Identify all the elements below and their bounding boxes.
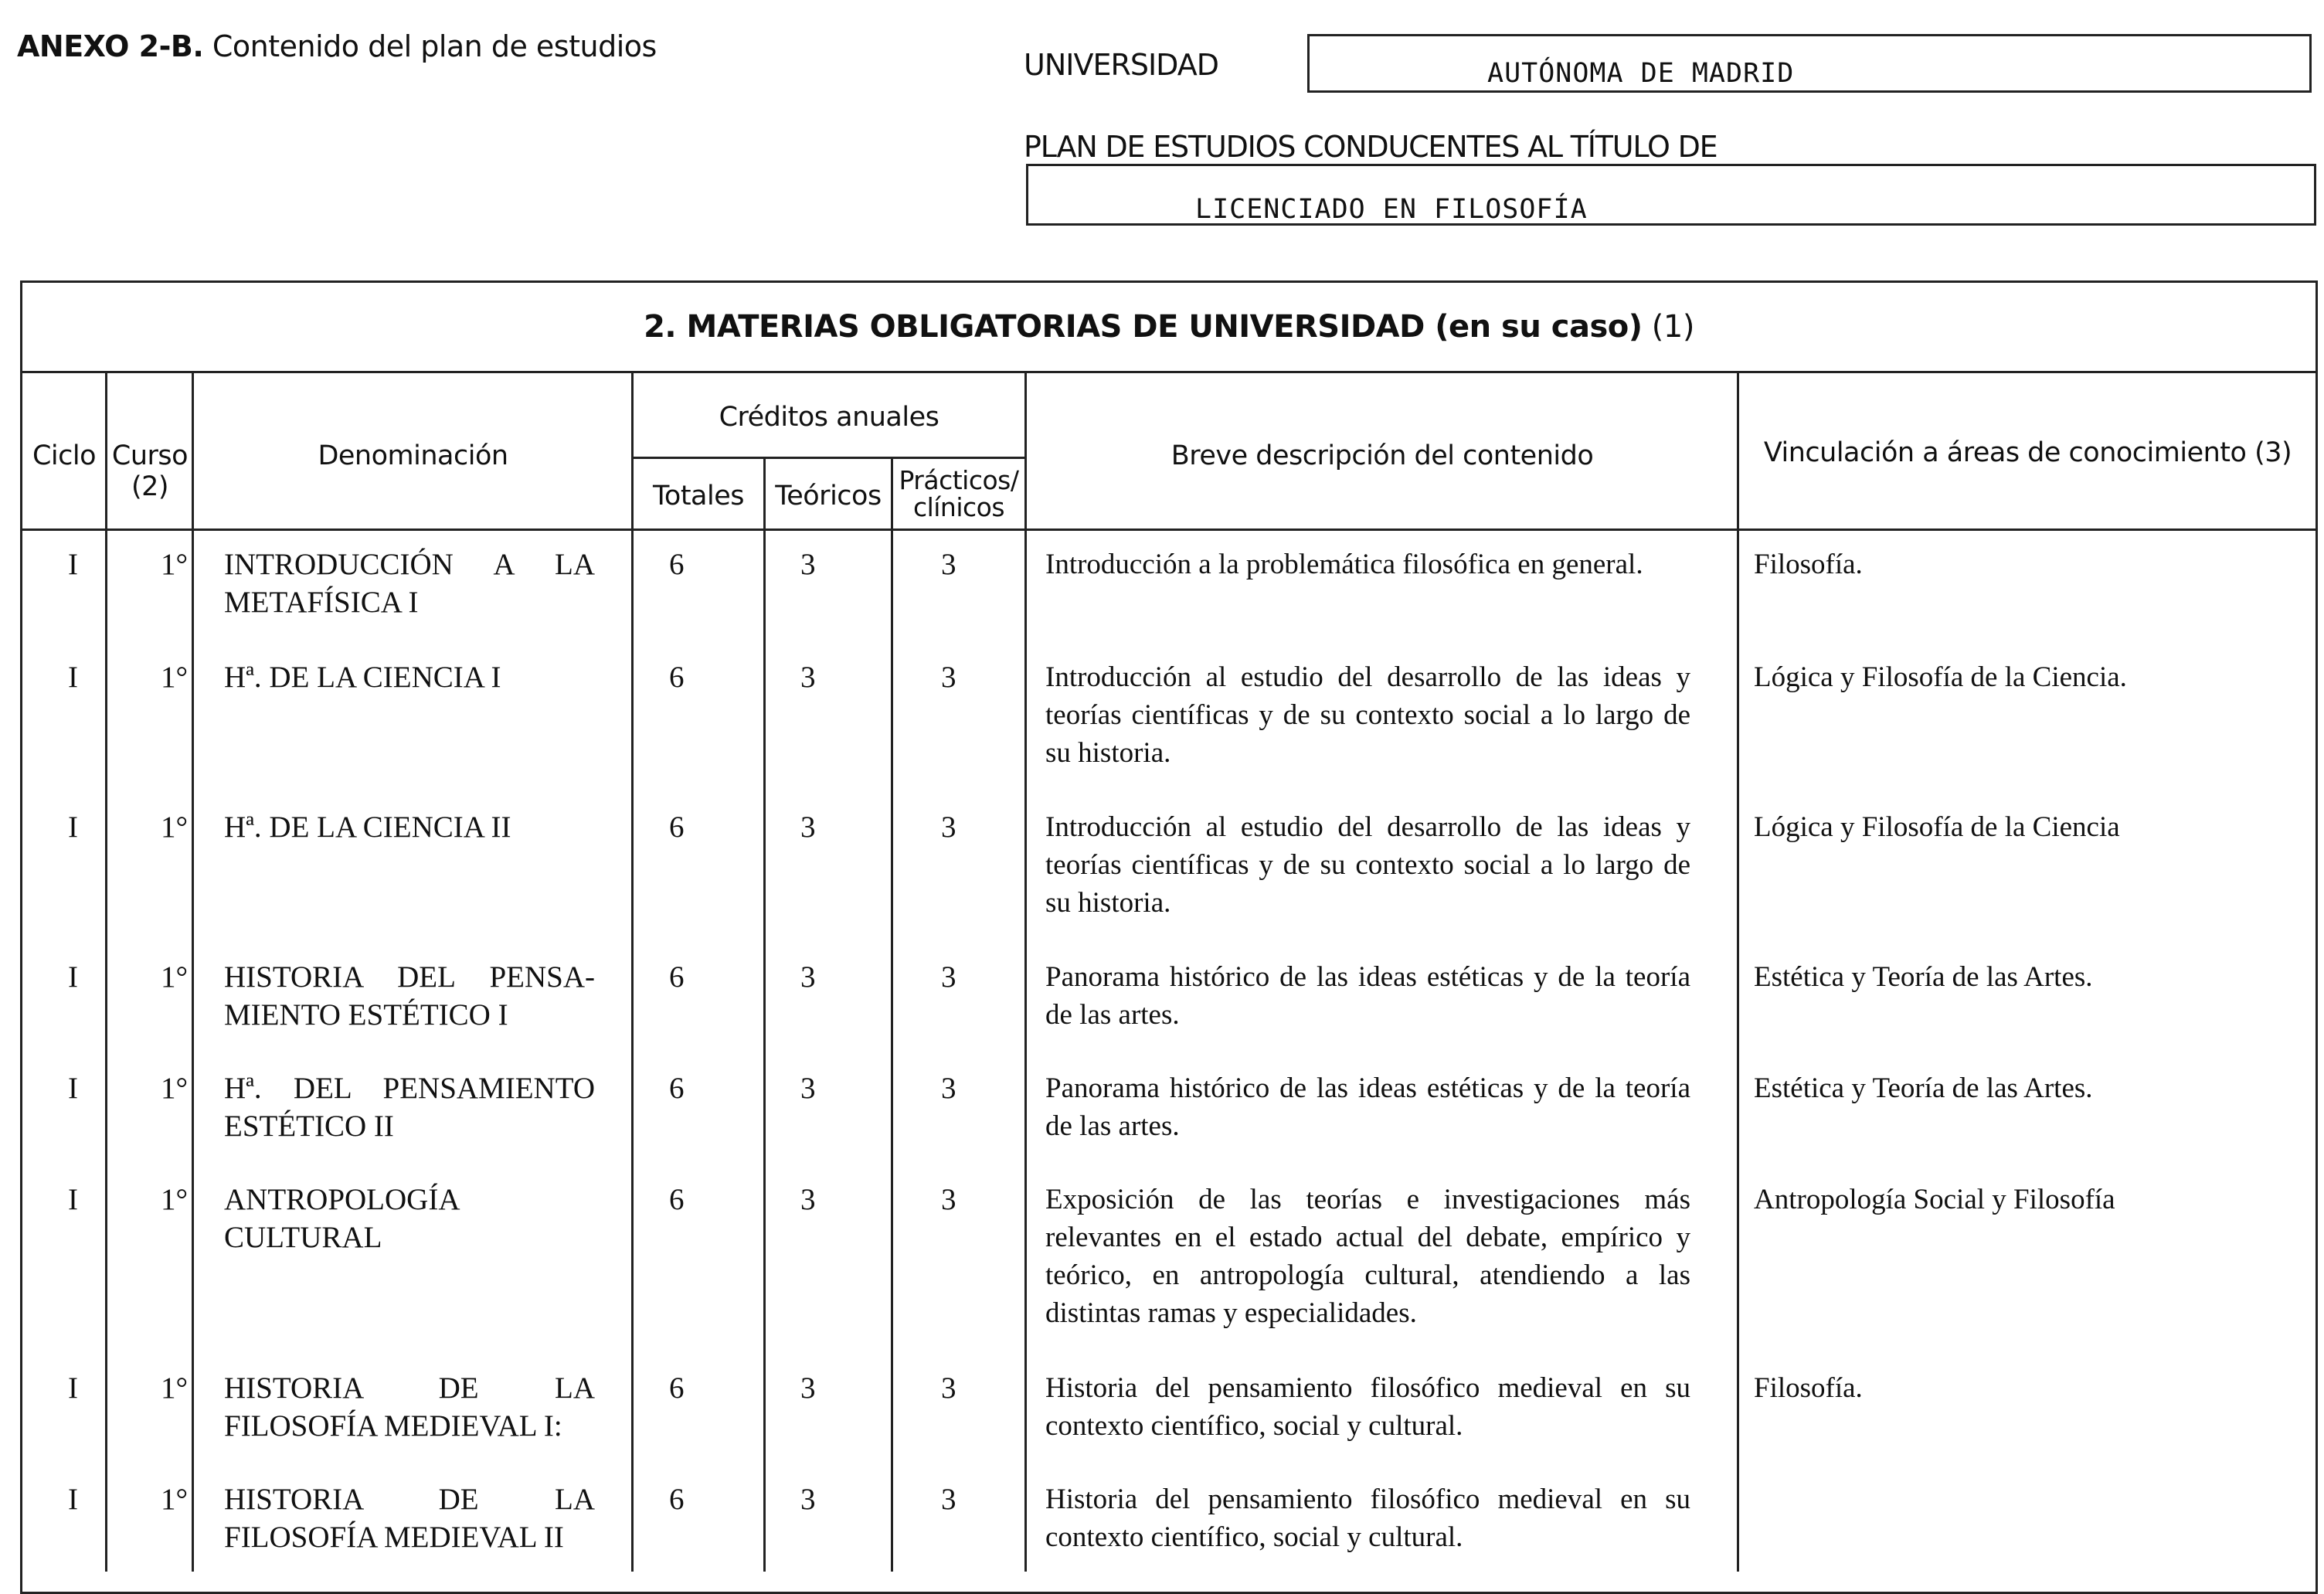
university-value: AUTÓNOMA DE MADRID [1487,58,1795,89]
cell-totales: 6 [669,1072,685,1105]
plan-label: PLAN DE ESTUDIOS CONDUCENTES AL TÍTULO DE [1024,130,1718,164]
cell-ciclo: I [68,1371,78,1405]
cell-ciclo: I [68,1483,78,1516]
cell-practicos: 3 [941,960,956,994]
cell-ciclo: I [68,1072,78,1105]
cell-denominacion: Hª. DEL PENSAMIENTO ESTÉTICO II [224,1072,595,1143]
cell-vinculacion: Filosofía. [1754,1372,1863,1404]
cell-descripcion: Panorama histórico de las ideas estéticas y de la teoría de las artes. [1045,961,1690,1031]
table-title [20,280,2318,373]
cell-totales: 6 [669,1483,685,1516]
university-field [1307,34,2312,93]
cell-denominacion: HISTORIA DE LA FILOSOFÍA MEDIEVAL I: [224,1371,595,1443]
cell-denominacion: Hª. DE LA CIENCIA I [224,661,501,694]
cell-totales: 6 [669,548,685,581]
col-divider-totales [763,457,766,1572]
cell-practicos: 3 [941,1072,956,1105]
header-totales: Totales [652,481,744,512]
cell-totales: 6 [669,1371,685,1405]
cell-totales: 6 [669,960,685,994]
cell-curso: 1° [161,548,189,581]
cell-curso: 1° [161,661,189,694]
cell-teoricos: 3 [800,960,816,994]
col-divider-teoricos [891,457,893,1572]
cell-curso: 1° [161,1072,189,1105]
cell-ciclo: I [68,811,78,844]
col-divider-descripcion [1737,373,1739,1572]
cell-practicos: 3 [941,661,956,694]
cell-curso: 1° [161,960,189,994]
col-divider-creditos [1024,373,1027,1572]
cell-ciclo: I [68,548,78,581]
col-divider-ciclo [105,373,107,1572]
credits-subheader-line [631,457,1025,459]
cell-totales: 6 [669,811,685,844]
header-teoricos: Teóricos [775,481,882,512]
cell-descripcion: Historia del pensamiento filosófico medieval en su contexto científico, social y cultural. [1045,1484,1690,1553]
cell-descripcion: Exposición de las teorías e investigaciones más relevantes en el estado actual del debate, empírico y teórico, en antropología cultural, atendiendo a las distintas ramas y especialidades. [1045,1184,1690,1329]
cell-denominacion: HISTORIA DEL PENSA-MIENTO ESTÉTICO I [224,960,595,1032]
cell-ciclo: I [68,1183,78,1216]
header-denominacion: Denominación [318,440,508,471]
col-divider-denominacion [631,373,634,1572]
cell-teoricos: 3 [800,1072,816,1105]
university-label: UNIVERSIDAD [1024,48,1219,82]
cell-practicos: 3 [941,1483,956,1516]
cell-teoricos: 3 [800,661,816,694]
cell-teoricos: 3 [800,811,816,844]
cell-descripcion: Historia del pensamiento filosófico medieval en su contexto científico, social y cultural. [1045,1372,1690,1442]
cell-denominacion: INTRODUCCIÓN A LA METAFÍSICA I [224,548,595,619]
col-divider-curso [192,373,194,1572]
cell-curso: 1° [161,1483,189,1516]
cell-descripcion: Panorama histórico de las ideas estéticas y de la teoría de las artes. [1045,1072,1690,1142]
cell-descripcion: Introducción a la problemática filosófica en general. [1045,549,1643,580]
cell-descripcion: Introducción al estudio del desarrollo de las ideas y teorías científicas y de su contexto social a lo largo de su historia. [1045,661,1690,769]
cell-teoricos: 3 [800,548,816,581]
cell-curso: 1° [161,1183,189,1216]
header-creditos: Créditos anuales [719,402,939,433]
header-curso: Curso (2) [111,440,189,503]
annex-heading [17,29,657,63]
header-vinculacion: Vinculación a áreas de conocimiento (3) [1763,437,2292,468]
cell-vinculacion: Estética y Teoría de las Artes. [1754,1072,2093,1104]
table-title-bold: 2. MATERIAS OBLIGATORIAS DE UNIVERSIDAD (en su caso) [644,309,1643,345]
header-bottom-line [20,529,2318,531]
cell-ciclo: I [68,960,78,994]
cell-totales: 6 [669,1183,685,1216]
cell-descripcion: Introducción al estudio del desarrollo de las ideas y teorías científicas y de su contexto social a lo largo de su historia. [1045,811,1690,919]
cell-practicos: 3 [941,811,956,844]
plan-field [1026,164,2316,226]
cell-ciclo: I [68,661,78,694]
annex-label: ANEXO 2-B. [17,29,204,63]
cell-vinculacion: Estética y Teoría de las Artes. [1754,961,2093,993]
cell-vinculacion: Lógica y Filosofía de la Ciencia. [1754,661,2127,693]
cell-teoricos: 3 [800,1371,816,1405]
cell-teoricos: 3 [800,1183,816,1216]
plan-value: LICENCIADO EN FILOSOFÍA [1195,194,1588,225]
annex-subtitle: Contenido del plan de estudios [203,29,657,63]
cell-curso: 1° [161,811,189,844]
header-practicos: Prácticos/ clínicos [899,465,1019,522]
cell-curso: 1° [161,1371,189,1405]
header-ciclo: Ciclo [32,440,97,471]
cell-denominacion: HISTORIA DE LA FILOSOFÍA MEDIEVAL II [224,1483,595,1554]
table-title-note: (1) [1642,309,1694,345]
cell-teoricos: 3 [800,1483,816,1516]
cell-denominacion: ANTROPOLOGÍA CULTURAL [224,1183,460,1254]
cell-totales: 6 [669,661,685,694]
cell-vinculacion: Lógica y Filosofía de la Ciencia [1754,811,2120,843]
cell-denominacion: Hª. DE LA CIENCIA II [224,811,511,844]
cell-vinculacion: Antropología Social y Filosofía [1754,1184,2115,1215]
header-descripcion: Breve descripción del contenido [1170,440,1594,471]
cell-practicos: 3 [941,548,956,581]
cell-practicos: 3 [941,1183,956,1216]
cell-vinculacion: Filosofía. [1754,549,1863,580]
cell-practicos: 3 [941,1371,956,1405]
